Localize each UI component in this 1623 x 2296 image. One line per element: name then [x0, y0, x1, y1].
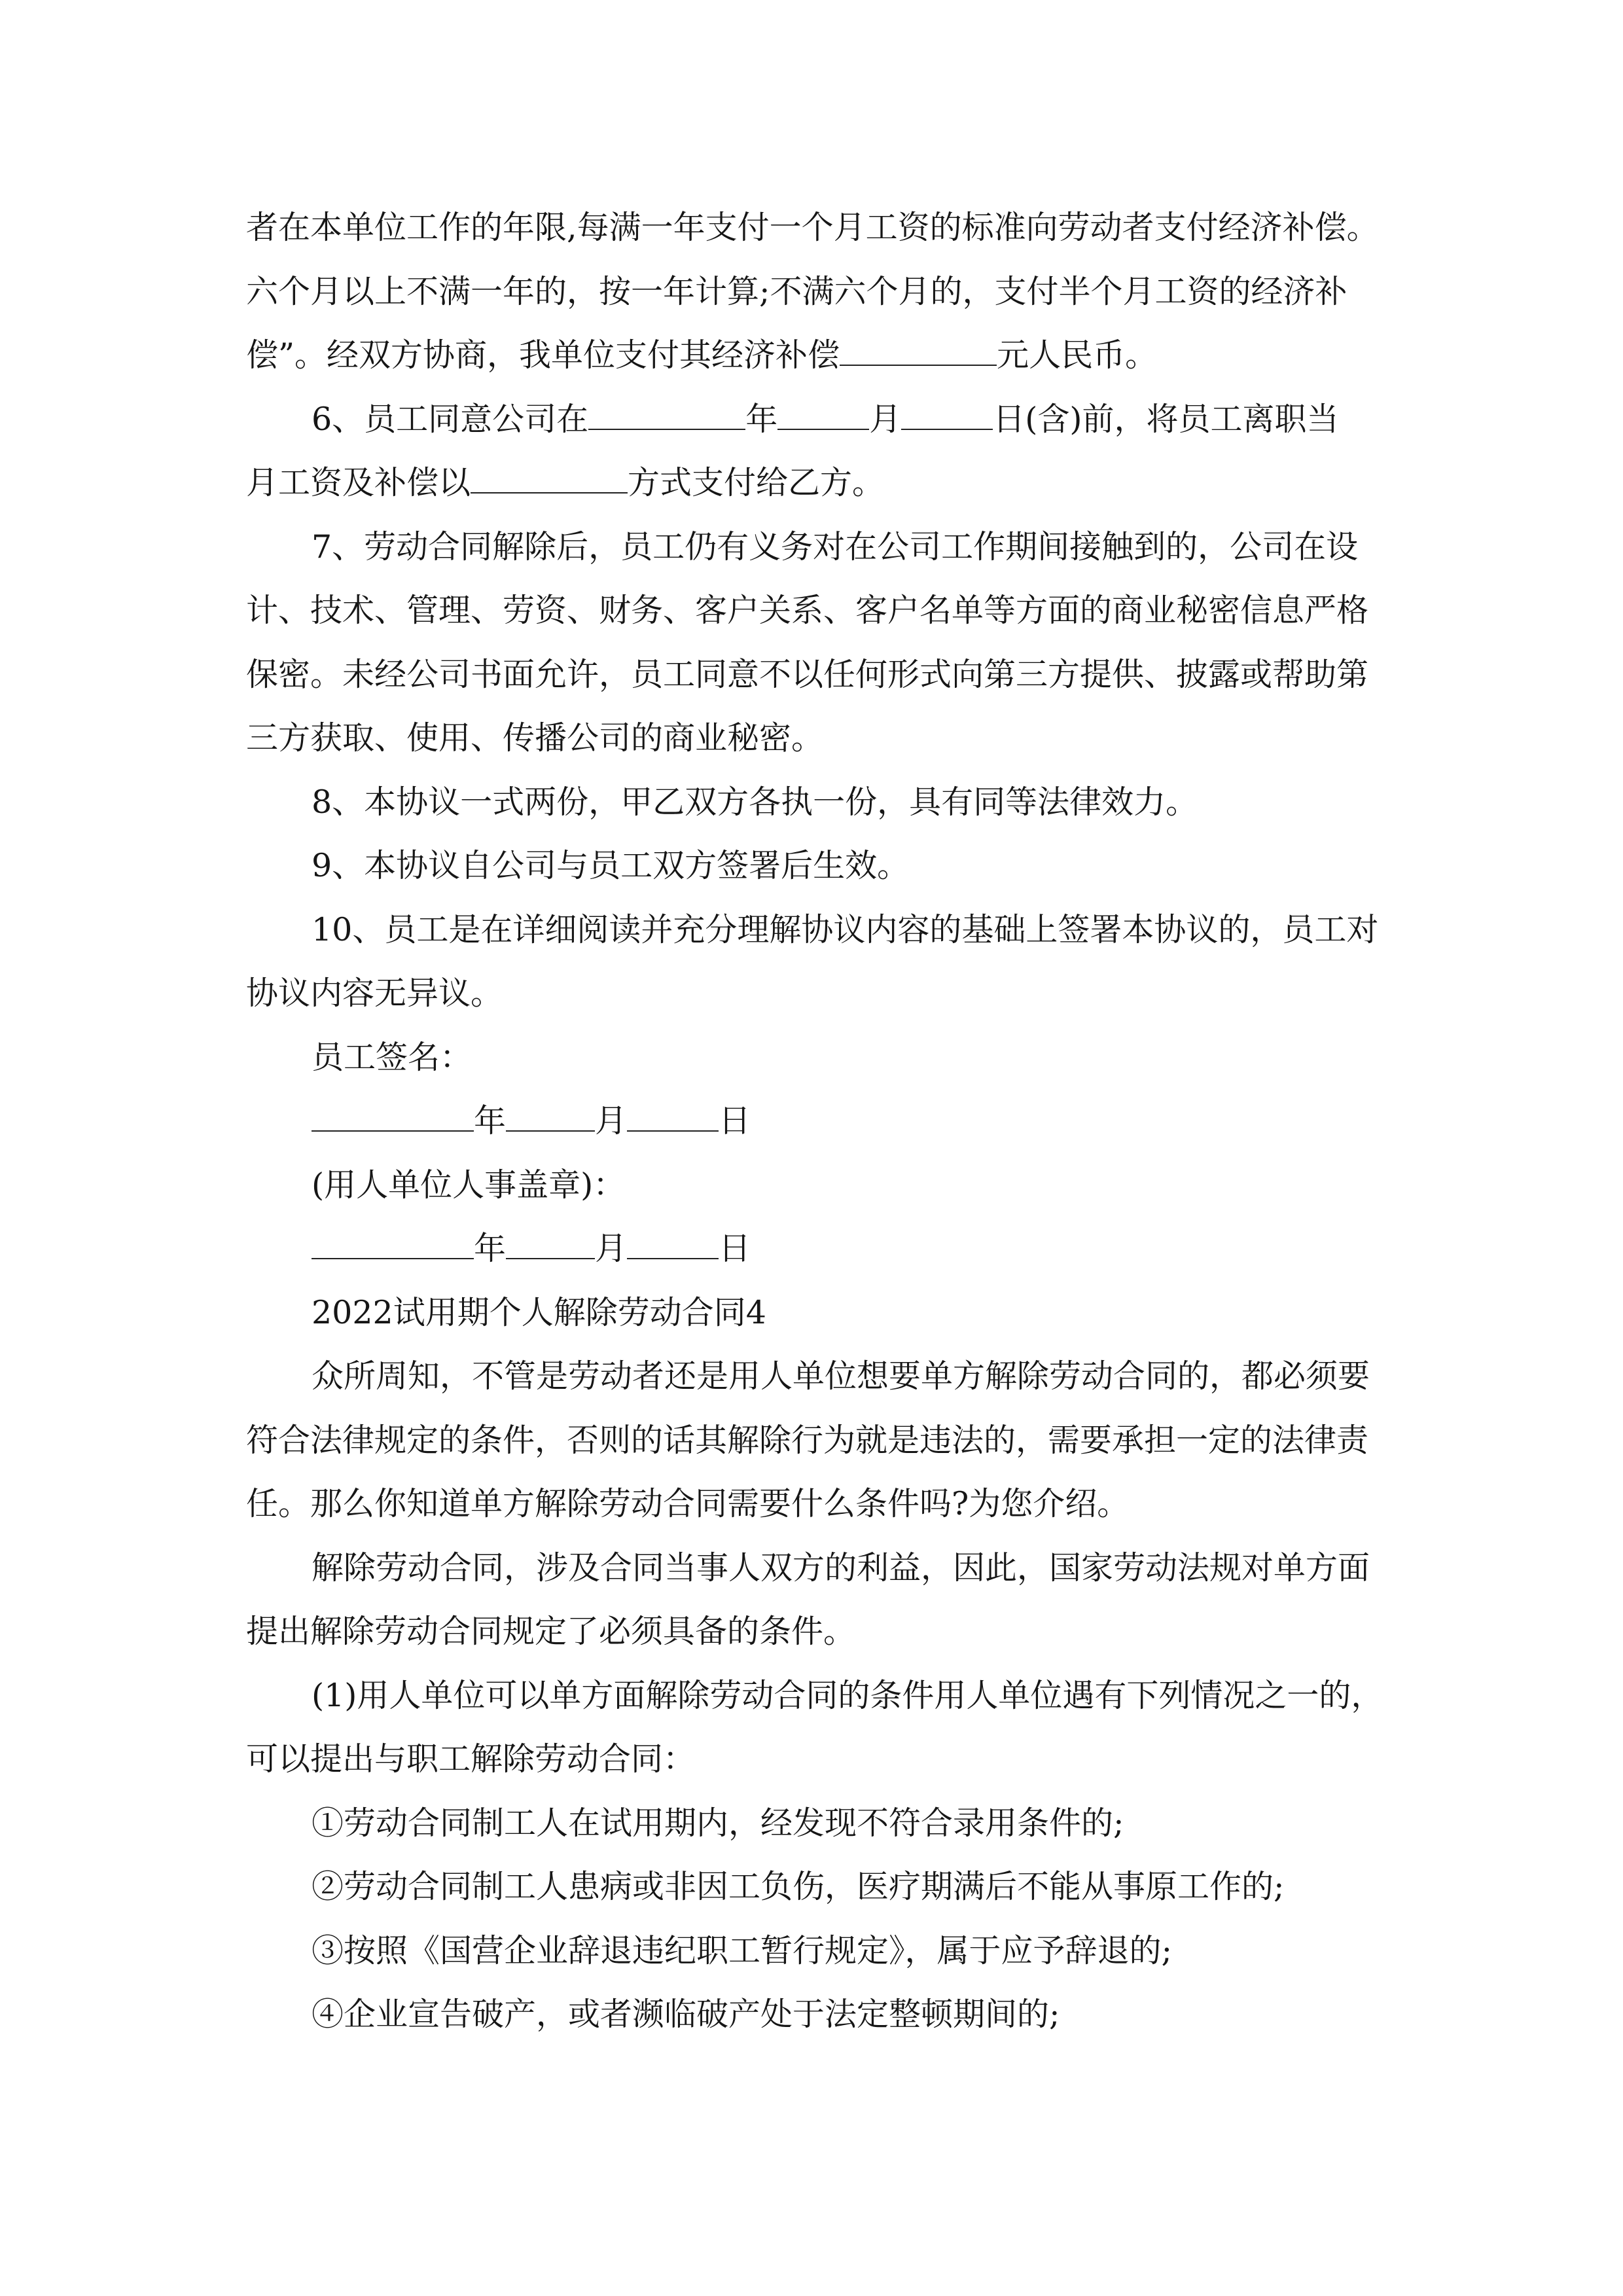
paragraph-text: 日(含)前，将员工离职当: [993, 401, 1339, 438]
paragraph-text: 日: [719, 1102, 751, 1139]
text-line: [312, 521, 1358, 573]
text-line: [246, 266, 1347, 318]
paragraph-text: 年: [745, 401, 778, 438]
paragraph-text: 保密。未经公司书面允许，员工同意不以任何形式向第三方提供、披露或帮助第: [246, 656, 1369, 693]
paragraph-text: 年: [474, 1102, 507, 1139]
paragraph-text: 月: [595, 1230, 628, 1267]
paragraph-text: 六个月以上不满一年的，按一年计算;不满六个月的，支付半个月工资的经济补: [246, 273, 1347, 310]
paragraph-text: 提出解除劳动合同规定了必须具备的条件。: [246, 1613, 856, 1650]
fill-in-blank: [901, 395, 993, 430]
text-line: [246, 649, 1368, 701]
fill-in-blank: [506, 1224, 595, 1259]
paragraph-text: 者在本单位工作的年限,每满一年支付一个月工资的标准向劳动者支付经济补偿。: [246, 209, 1379, 246]
paragraph-text: 任。那么你知道单方解除劳动合同需要什么条件吗?为您介绍。: [246, 1485, 1130, 1522]
date-line: [312, 1095, 751, 1147]
paragraph-text: ④企业宣告破产，或者濒临破产处于法定整顿期间的;: [312, 1996, 1060, 2033]
text-line: [246, 1733, 695, 1785]
fill-in-blank: [588, 395, 745, 430]
text-line: [246, 457, 884, 509]
paragraph-text: 9、本协议自公司与员工双方签署后生效。: [312, 847, 910, 884]
date-line: [312, 1223, 751, 1275]
paragraph-text: 偿”。经双方协商，我单位支付其经济补偿: [246, 336, 840, 374]
fill-in-blank: [312, 1096, 474, 1132]
text-line: [246, 1414, 1368, 1467]
text-line: [312, 840, 909, 892]
paragraph-text: 10、员工是在详细阅读并充分理解协议内容的基础上签署本协议的，员工对: [312, 911, 1379, 948]
paragraph-text: 可以提出与职工解除劳动合同：: [246, 1740, 696, 1778]
text-line: [312, 1350, 1370, 1403]
fill-in-blank: [777, 395, 869, 430]
paragraph-text: ①劳动合同制工人在试用期内，经发现不符合录用条件的;: [312, 1804, 1124, 1842]
list-item: [312, 1988, 1060, 2041]
text-line: [246, 1605, 855, 1658]
employer-seal-label: [312, 1159, 625, 1211]
paragraph-text: 2022试用期个人解除劳动合同4: [312, 1294, 766, 1331]
paragraph-text: 方式支付给乙方。: [628, 464, 885, 501]
paragraph-text: 解除劳动合同，涉及合同当事人双方的利益，因此，国家劳动法规对单方面: [312, 1549, 1370, 1587]
paragraph-text: 三方获取、使用、传播公司的商业秘密。: [246, 719, 824, 757]
list-item: [312, 1797, 1124, 1850]
text-line: [312, 1542, 1370, 1594]
list-item: [312, 1925, 1172, 1977]
text-line: [246, 967, 503, 1020]
paragraph-text: 众所周知，不管是劳动者还是用人单位想要单方解除劳动合同的，都必须要: [312, 1357, 1370, 1395]
text-line: [312, 393, 1338, 446]
text-line: [246, 584, 1368, 637]
fill-in-blank: [506, 1096, 595, 1132]
fill-in-blank: [312, 1224, 474, 1259]
paragraph-text: 7、劳动合同解除后，员工仍有义务对在公司工作期间接触到的，公司在设: [312, 528, 1359, 565]
text-line: [246, 1478, 1129, 1530]
paragraph-text: 员工签名：: [312, 1039, 473, 1076]
paragraph-text: 月: [869, 401, 902, 438]
paragraph-text: ③按照《国营企业辞退违纪职工暂行规定》，属于应予辞退的;: [312, 1932, 1173, 1969]
paragraph-text: 月: [595, 1102, 628, 1139]
paragraph-text: 计、技术、管理、劳资、财务、客户关系、客户名单等方面的商业秘密信息严格: [246, 592, 1369, 629]
paragraph-text: 符合法律规定的条件，否则的话其解除行为就是违法的，需要承担一定的法律责: [246, 1422, 1369, 1459]
employee-signature-label: [312, 1031, 472, 1084]
text-line: [312, 776, 1198, 829]
fill-in-blank: [840, 331, 997, 366]
paragraph-text: 6、员工同意公司在: [312, 401, 589, 438]
text-line: [246, 202, 1379, 254]
paragraph-text: ②劳动合同制工人患病或非因工负伤，医疗期满后不能从事原工作的;: [312, 1868, 1285, 1905]
text-line: [246, 712, 823, 764]
fill-in-blank: [627, 1096, 719, 1132]
text-line: [312, 1670, 1383, 1722]
paragraph-text: (1)用人单位可以单方面解除劳动合同的条件用人单位遇有下列情况之一的，: [312, 1677, 1383, 1714]
section-title: [312, 1287, 766, 1339]
paragraph-text: (用人单位人事盖章)：: [312, 1166, 626, 1204]
paragraph-text: 月工资及补偿以: [246, 464, 471, 501]
paragraph-text: 年: [474, 1230, 507, 1267]
fill-in-blank: [627, 1224, 719, 1259]
fill-in-blank: [471, 458, 628, 493]
paragraph-text: 协议内容无异议。: [246, 975, 503, 1012]
paragraph-text: 元人民币。: [997, 336, 1158, 374]
paragraph-text: 日: [719, 1230, 751, 1267]
text-line: [246, 329, 1157, 382]
paragraph-text: 8、本协议一式两份，甲乙双方各执一份，具有同等法律效力。: [312, 783, 1198, 821]
text-line: [312, 904, 1378, 956]
list-item: [312, 1861, 1285, 1913]
